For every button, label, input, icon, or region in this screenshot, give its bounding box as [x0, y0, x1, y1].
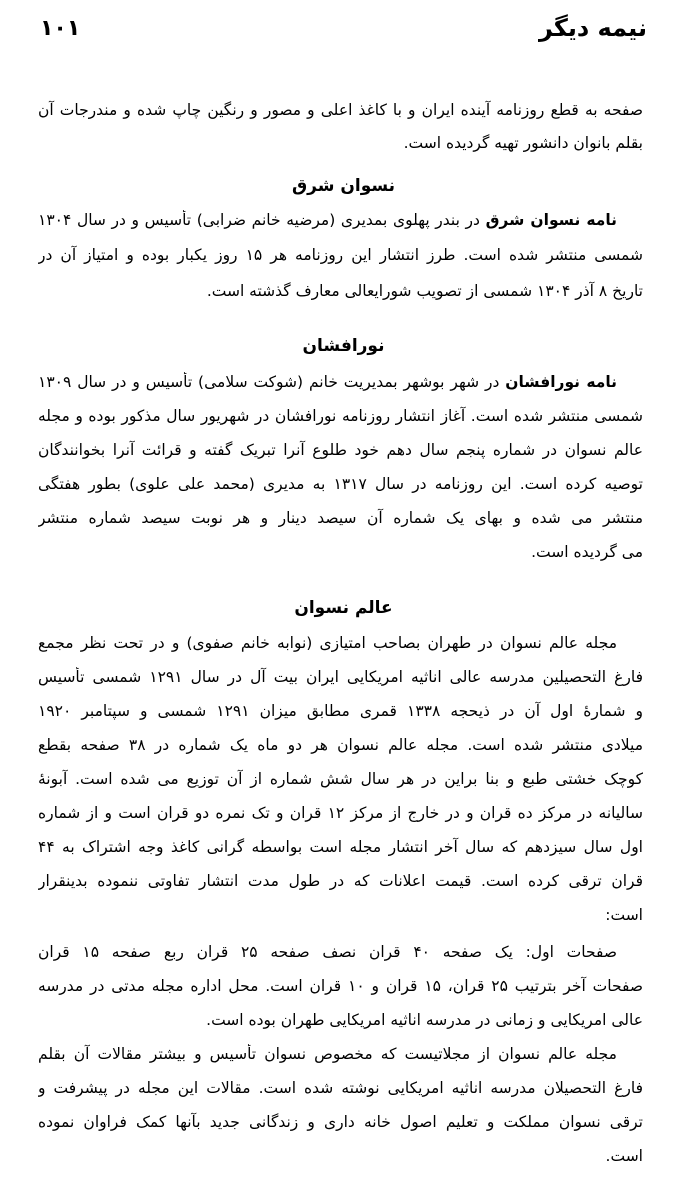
line-text: در بندر پهلوی بمدیری (مرضیه خانم ضرابی) تأسیس و در سال ۱۳۰۴: [38, 211, 480, 229]
page-number: ۱۰۱: [40, 16, 81, 41]
paragraph-line: مجله عالم نسوان در طهران بصاحب امتیازی (نوابه خانم صفوی) و در تحت نظر مجمع: [38, 634, 617, 652]
paragraph-line: توصیه کرده است. این روزنامه در سال ۱۳۱۷ به مدیری (محمد علی علوی) بطور هفتگی: [38, 475, 643, 493]
paragraph-line: عالی امریکایی و زمانی در مدرسه اناثیه امریکایی طهران بوده است.: [206, 1011, 643, 1029]
paragraph-line: است.: [605, 1147, 643, 1165]
section-heading: نورافشان: [302, 336, 385, 356]
running-head-title: نیمه دیگر: [538, 14, 647, 42]
paragraph-line: عالم نسوان در شماره پنجم سال دهم خود طلوع آنرا تبریک گفته و قرائت آنرا بخوانندگان: [38, 441, 643, 459]
intro-line: صفحه به قطع روزنامه آینده ایران و با کاغذ اعلی و مصور و رنگین چاپ شده و مندرجات آن: [38, 101, 643, 119]
paragraph-line: صفحات اول: یک صفحه ۴۰ قران نصف صفحه ۲۵ قران ربع صفحه ۱۵ قران: [38, 943, 617, 961]
section-heading: عالم نسوان: [294, 598, 393, 618]
paragraph-line: ترقی نسوان مملکت و تعلیم اصول خانه داری و زندگانی جدید بآنها کمک فراوان نموده: [38, 1113, 643, 1131]
paragraph-line: منتشر می شده و بهای یک شماره آن سیصد دینار و هر نوبت سیصد شماره منتشر: [38, 509, 643, 527]
paragraph-line: و شمارهٔ اول آن در ذیحجه ۱۳۳۸ قمری مطابق میزان ۱۲۹۱ شمسی و سپتامبر ۱۹۲۰: [38, 702, 643, 720]
lead-term: نامه نسوان شرق: [485, 211, 617, 229]
paragraph-line: میلادی منتشر شده است. مجله عالم نسوان هر دو ماه یک شماره در ۳۸ صفحه بقطع: [38, 736, 643, 754]
paragraph-line: شمسی منتشر شده است. آغاز انتشار روزنامه نورافشان در شهریور سال مذکور بوده و مجله: [38, 407, 643, 425]
intro-line: بقلم بانوان دانشور تهیه گردیده است.: [403, 134, 643, 152]
paragraph-line: صفحات آخر بترتیب ۲۵ قران، ۱۵ قران و ۱۰ قران است. محل اداره مجله مدتی در مدرسه: [38, 977, 643, 995]
paragraph-line: قران ترقی کرده است. قیمت اعلانات که در طول مدت انتشار تفاوتی ننموده بدینقرار: [38, 872, 643, 890]
lead-term: نامه نورافشان: [505, 373, 617, 391]
paragraph-line: شمسی منتشر شده است. طرز انتشار این روزنامه هر ۱۵ روز یکبار بوده و امتیاز آن در: [38, 246, 643, 264]
section-heading: نسوان شرق: [291, 176, 396, 196]
paragraph-line: [38, 210, 617, 230]
paragraph-line: تاریخ ۸ آذر ۱۳۰۴ شمسی از تصویب شورایعالی معارف گذشته است.: [206, 282, 643, 300]
paragraph-line: است:: [605, 906, 643, 924]
paragraph-line: کوچک خشتی طبع و بنا براین در هر سال شش شماره از آن توزیع می شده است. آبونهٔ: [38, 770, 643, 788]
paragraph-line: می گردیده است.: [531, 543, 643, 561]
paragraph-line: فارغ التحصیلین مدرسه عالی اناثیه امریکایی ایران بیت آل در سال ۱۲۹۱ شمسی تأسیس: [38, 668, 643, 686]
line-text: در شهر بوشهر بمدیریت خانم (شوکت سلامی) تأسیس و در سال ۱۳۰۹: [38, 373, 500, 391]
paragraph-line: اول سال سیزدهم که سال آخر انتشار مجله است بواسطه گرانی کاغذ وجه اشتراک به ۴۴: [38, 838, 643, 856]
paragraph-line: مجله عالم نسوان از مجلاتیست که مخصوص نسوان تأسیس و بیشتر مقالات آن بقلم: [38, 1045, 617, 1063]
paragraph-line: فارغ التحصیلان مدرسه اناثیه امریکایی نوشته شده است. مقالات این مجله در پیشرفت و: [38, 1079, 643, 1097]
paragraph-line: سالیانه در مرکز ده قران و در خارج از مرکز ۱۲ قران و تک نمره دو قران است و از شماره: [38, 804, 643, 822]
paragraph-line: [38, 372, 617, 392]
